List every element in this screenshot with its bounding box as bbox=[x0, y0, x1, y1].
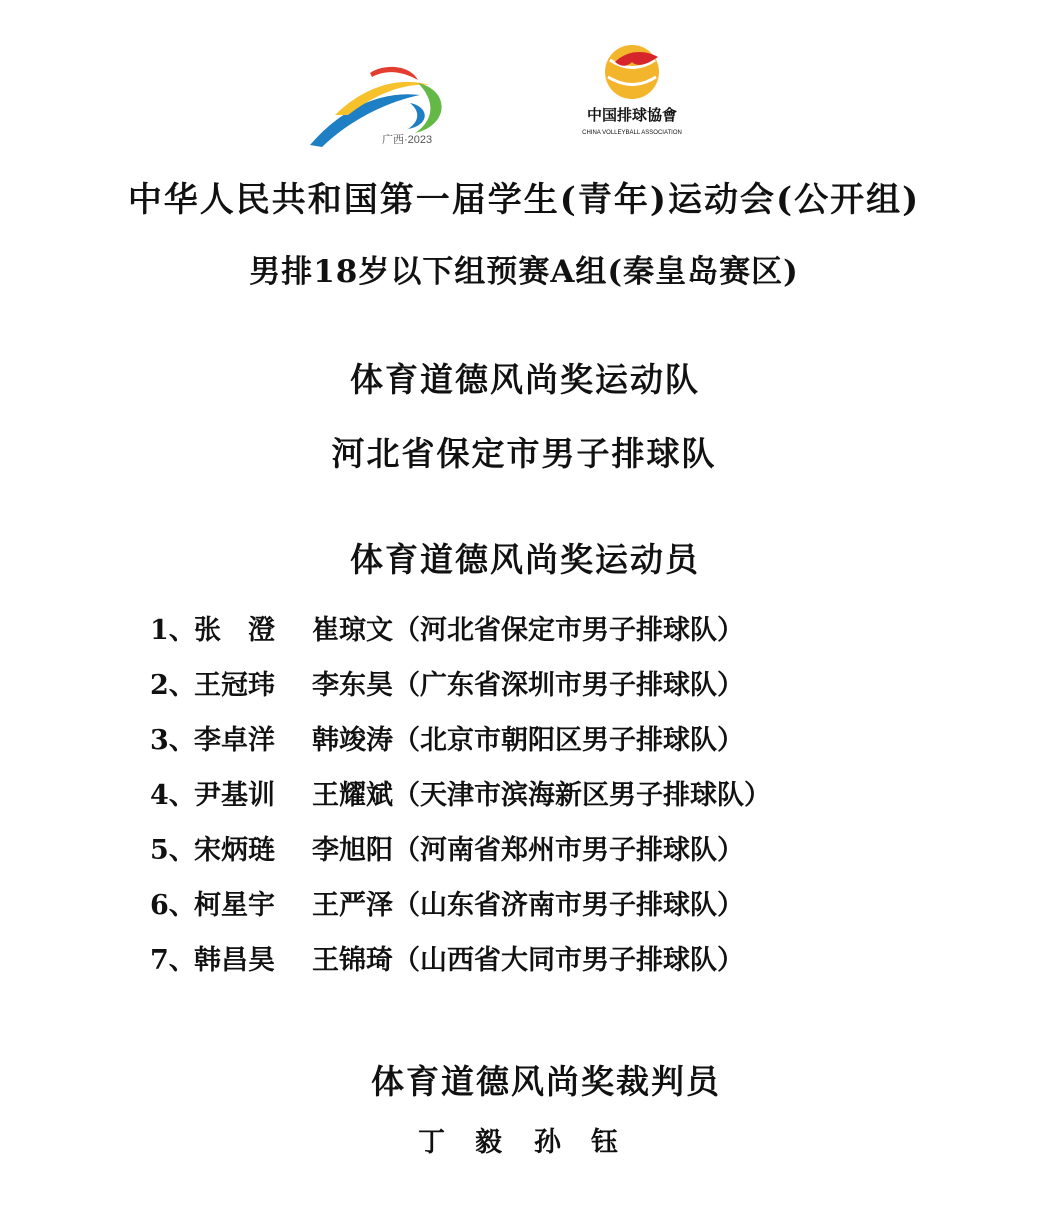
games-logo-red-stroke bbox=[370, 67, 418, 80]
athlete-name: 崔琼文 bbox=[312, 615, 393, 646]
referee-name: 孙钰 bbox=[534, 1127, 648, 1158]
games-logo-text: 广西·2023 bbox=[382, 134, 433, 146]
list-item bbox=[150, 777, 850, 832]
athlete-name: 尹基训 bbox=[194, 780, 275, 811]
games-logo-blue-accent bbox=[408, 103, 425, 129]
row-number: 2、 bbox=[150, 670, 196, 701]
athlete-team: （河北省保定市男子排球队） bbox=[393, 615, 744, 646]
row-number: 3、 bbox=[150, 725, 196, 756]
list-item bbox=[150, 612, 850, 667]
athlete-name: 韩竣涛 bbox=[312, 725, 393, 756]
referee-name: 丁毅 bbox=[418, 1127, 532, 1158]
athlete-team: （山西省大同市男子排球队） bbox=[393, 945, 744, 976]
athlete-name: 王锦琦 bbox=[312, 945, 393, 976]
cva-logo-text: 中国排球協會 bbox=[586, 106, 678, 124]
list-item bbox=[150, 722, 850, 777]
list-item bbox=[150, 942, 850, 997]
athlete-team: （河南省郑州市男子排球队） bbox=[393, 835, 744, 866]
athlete-team: （天津市滨海新区男子排球队） bbox=[393, 780, 771, 811]
row-number: 6、 bbox=[150, 890, 196, 921]
document-subtitle: 男排18岁以下组预赛A组(秦皇岛赛区) bbox=[249, 254, 799, 290]
row-number: 4、 bbox=[150, 780, 196, 811]
athlete-name: 王严泽 bbox=[312, 890, 393, 921]
athlete-team: （山东省济南市男子排球队） bbox=[393, 890, 744, 921]
list-item bbox=[150, 887, 850, 942]
athlete-name: 韩昌昊 bbox=[194, 945, 275, 976]
team-award-heading: 体育道德风尚奖运动队 bbox=[350, 360, 700, 399]
team-award-winner: 河北省保定市男子排球队 bbox=[331, 434, 717, 473]
cva-logo-subtext: CHINA VOLLEYBALL ASSOCIATION bbox=[582, 130, 682, 136]
athlete-team: （北京市朝阳区男子排球队） bbox=[393, 725, 744, 756]
athlete-award-list bbox=[150, 612, 850, 997]
athlete-team: （广东省深圳市男子排球队） bbox=[393, 670, 744, 701]
referee-award-winners bbox=[418, 1120, 648, 1159]
athlete-name: 王冠玮 bbox=[194, 670, 275, 701]
athlete-award-heading: 体育道德风尚奖运动员 bbox=[350, 540, 700, 579]
row-number: 1、 bbox=[150, 615, 196, 646]
list-item bbox=[150, 667, 850, 722]
athlete-name: 宋炳琏 bbox=[194, 835, 275, 866]
athlete-name: 张 澄 bbox=[194, 615, 275, 646]
referee-award-heading: 体育道德风尚奖裁判员 bbox=[371, 1062, 721, 1101]
row-number: 7、 bbox=[150, 945, 196, 976]
athlete-name: 柯星宇 bbox=[194, 890, 275, 921]
athlete-name: 李卓洋 bbox=[194, 725, 275, 756]
document-title: 中华人民共和国第一届学生(青年)运动会(公开组) bbox=[127, 180, 921, 220]
list-item bbox=[150, 832, 850, 887]
cva-logo bbox=[570, 42, 695, 142]
athlete-name: 李东昊 bbox=[312, 670, 393, 701]
games-logo bbox=[300, 55, 460, 155]
athlete-name: 李旭阳 bbox=[312, 835, 393, 866]
row-number: 5、 bbox=[150, 835, 196, 866]
athlete-name: 王耀斌 bbox=[312, 780, 393, 811]
